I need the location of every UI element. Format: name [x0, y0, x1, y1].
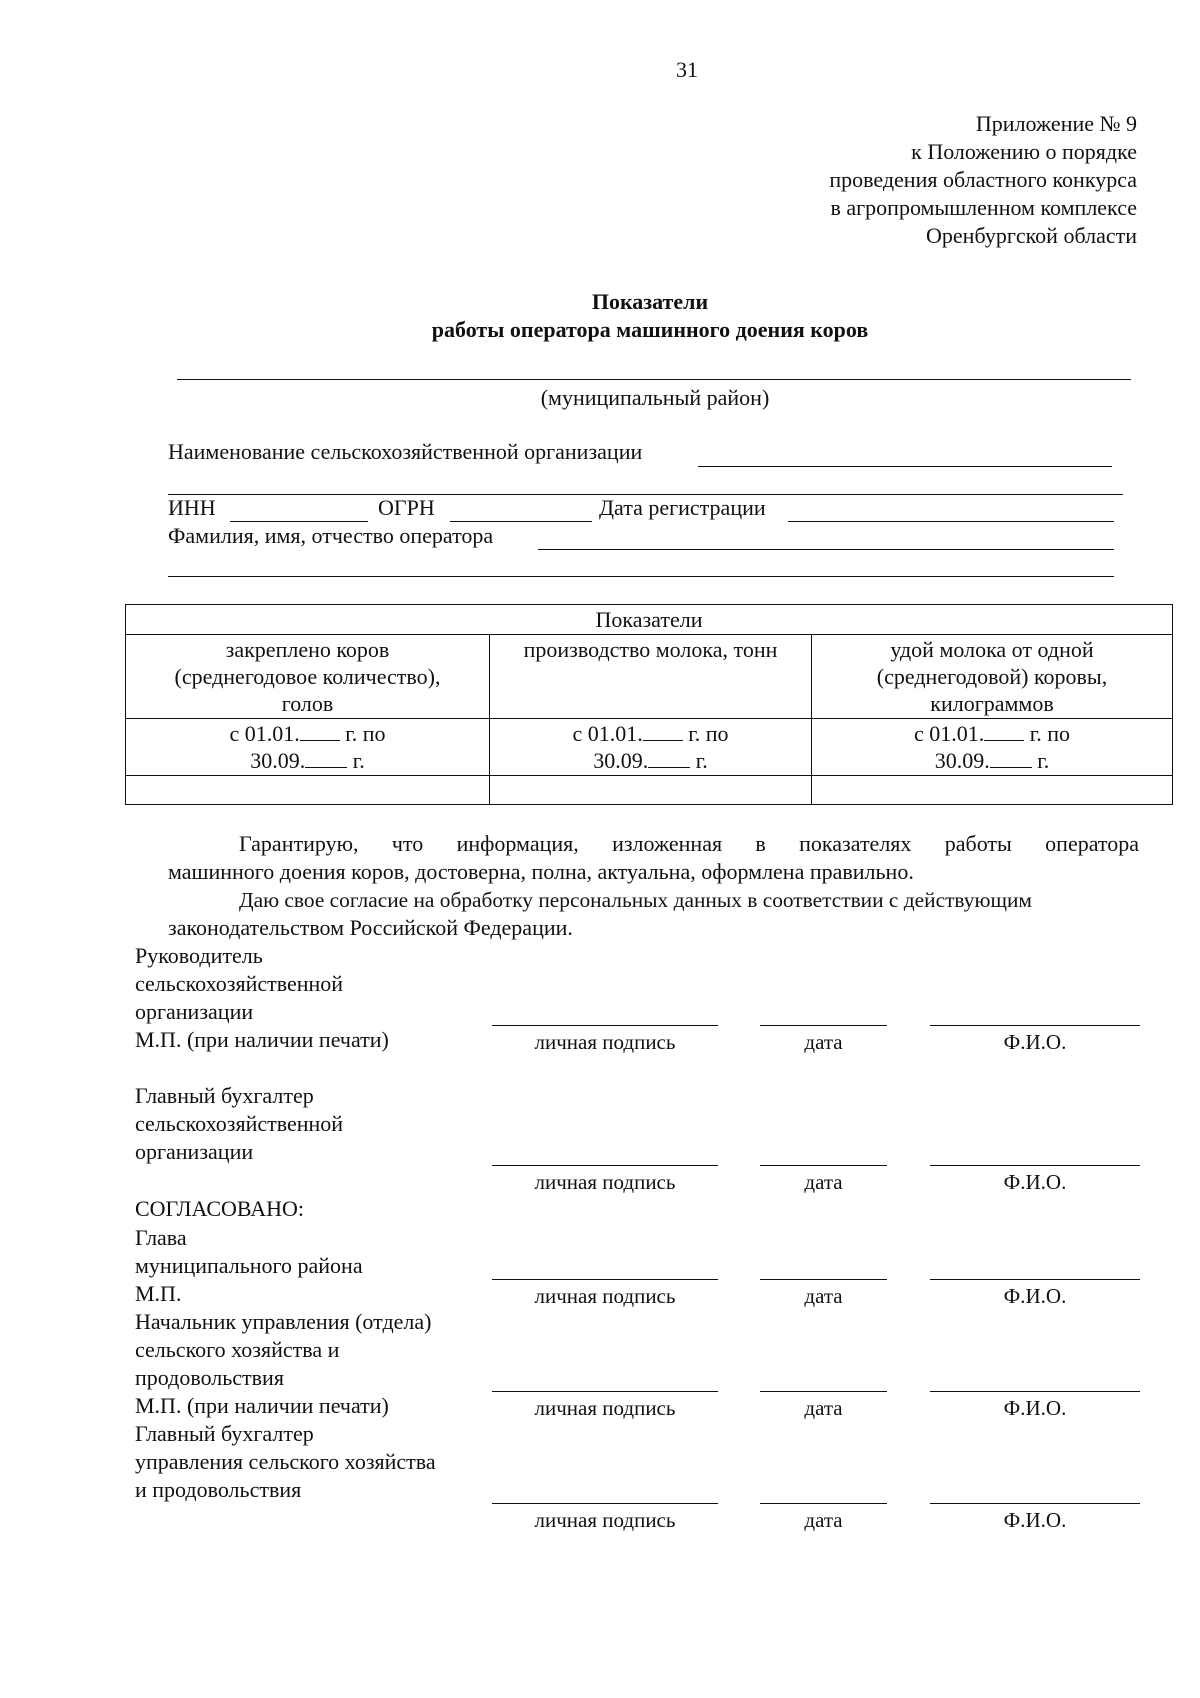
appendix-line: к Положению о порядке	[911, 139, 1137, 164]
name-line[interactable]	[930, 1279, 1140, 1280]
signature-line[interactable]	[492, 1279, 718, 1280]
dept-accountant-title: управления сельского хозяйства	[135, 1449, 436, 1474]
dept-head-title: Начальник управления (отдела)	[135, 1309, 432, 1334]
column-header-yield	[812, 635, 1173, 719]
inn-label: ИНН	[168, 495, 216, 520]
name-line[interactable]	[930, 1025, 1140, 1026]
signature-line[interactable]	[492, 1391, 718, 1392]
year-blank[interactable]	[984, 720, 1024, 741]
head-title: сельскохозяйственной	[135, 971, 344, 996]
date-line[interactable]	[760, 1503, 887, 1504]
district-caption: (муниципальный район)	[540, 385, 770, 410]
name-caption: Ф.И.О.	[1003, 1170, 1067, 1194]
appendix-line: проведения областного конкурса	[829, 167, 1137, 192]
declaration-p2-line2: законодательством Российской Федерации.	[168, 915, 573, 940]
value-cell-milk[interactable]	[490, 776, 812, 805]
period-cell	[126, 719, 490, 776]
period-to	[494, 747, 807, 774]
period-to-suffix: г.	[695, 748, 708, 773]
table-value-row	[126, 776, 1173, 805]
head-stamp: М.П. (при наличии печати)	[135, 1027, 389, 1052]
period-to	[816, 747, 1168, 774]
org-name-label: Наименование сельскохозяйственной организации	[168, 439, 643, 464]
column-header-line: килограммов	[930, 691, 1054, 716]
column-header-line: закреплено коров	[225, 637, 390, 662]
document-title: Показатели	[591, 289, 709, 314]
period-cell	[490, 719, 812, 776]
column-header-cows	[126, 635, 490, 719]
dept-head-title: продовольствия	[135, 1365, 284, 1390]
value-cell-cows[interactable]	[126, 776, 490, 805]
signature-caption: личная подпись	[534, 1030, 676, 1054]
signature-caption: личная подпись	[534, 1284, 676, 1308]
date-line[interactable]	[760, 1025, 887, 1026]
appendix-block	[829, 110, 1137, 250]
date-line[interactable]	[760, 1391, 887, 1392]
table-period-row	[126, 719, 1173, 776]
name-caption: Ф.И.О.	[1003, 1396, 1067, 1420]
date-line[interactable]	[760, 1279, 887, 1280]
appendix-line: Оренбургской области	[926, 223, 1137, 248]
column-header-line: голов	[281, 691, 334, 716]
signature-caption: личная подпись	[534, 1170, 676, 1194]
org-name-field[interactable]	[698, 466, 1112, 467]
reg-date-field[interactable]	[788, 521, 1114, 522]
page-number: 31	[676, 57, 698, 82]
period-to	[130, 747, 485, 774]
dept-accountant-title: Главный бухгалтер	[135, 1421, 314, 1446]
accountant-title: Главный бухгалтер	[135, 1083, 314, 1108]
period-from-prefix: с 01.01.	[572, 721, 643, 746]
ogrn-label: ОГРН	[378, 495, 435, 520]
date-caption: дата	[804, 1030, 843, 1054]
declaration-p1-line1: Гарантирую, что информация, изложенная в показателях работы оператора	[239, 831, 1139, 856]
dept-head-stamp: М.П. (при наличии печати)	[135, 1393, 389, 1418]
year-blank[interactable]	[300, 720, 340, 741]
document-subtitle: работы оператора машинного доения коров	[431, 317, 869, 342]
declaration-p1-line2: машинного доения коров, достоверна, полна, актуальна, оформлена правильно.	[168, 859, 914, 884]
agreed-heading: СОГЛАСОВАНО:	[135, 1196, 304, 1221]
period-to-prefix: 30.09.	[593, 748, 649, 773]
signature-line[interactable]	[492, 1025, 718, 1026]
declaration-p2-line1: Даю свое согласие на обработку персональных данных в соответствии с действующим	[239, 888, 1032, 912]
signature-caption: личная подпись	[534, 1396, 676, 1420]
dept-head-title: сельского хозяйства и	[135, 1337, 340, 1362]
signature-caption: личная подпись	[534, 1508, 676, 1532]
period-from-prefix: с 01.01.	[229, 721, 300, 746]
date-caption: дата	[804, 1284, 843, 1308]
period-to-prefix: 30.09.	[250, 748, 306, 773]
accountant-title: организации	[135, 1139, 254, 1164]
period-from-suffix: г. по	[688, 721, 729, 746]
date-line[interactable]	[760, 1165, 887, 1166]
name-caption: Ф.И.О.	[1003, 1508, 1067, 1532]
table-header: Показатели	[126, 605, 1173, 635]
district-line	[177, 379, 1131, 380]
district-head-title: муниципального района	[135, 1253, 363, 1278]
year-blank[interactable]	[643, 720, 683, 741]
name-line[interactable]	[930, 1391, 1140, 1392]
column-header-line: производство молока, тонн	[523, 637, 778, 662]
period-from-suffix: г. по	[1029, 721, 1071, 746]
signature-line[interactable]	[492, 1165, 718, 1166]
accountant-title: сельскохозяйственной	[135, 1111, 344, 1136]
district-head-stamp: М.П.	[135, 1281, 182, 1306]
column-header-line: (среднегодовое количество),	[174, 664, 441, 689]
head-title: Руководитель	[135, 943, 263, 968]
operator-name-field[interactable]	[538, 549, 1114, 550]
indicators-table	[125, 604, 1173, 805]
period-from-prefix: с 01.01.	[913, 721, 985, 746]
date-caption: дата	[804, 1508, 843, 1532]
dept-accountant-title: и продовольствия	[135, 1477, 302, 1502]
period-cell	[812, 719, 1173, 776]
name-caption: Ф.И.О.	[1003, 1284, 1067, 1308]
appendix-line: в агропромышленном комплексе	[830, 195, 1137, 220]
period-from-suffix: г. по	[345, 721, 386, 746]
period-to-suffix: г.	[352, 748, 365, 773]
value-cell-yield[interactable]	[812, 776, 1173, 805]
table-column-headers	[126, 635, 1173, 719]
column-header-milk	[490, 635, 812, 719]
period-from	[494, 720, 807, 747]
name-line[interactable]	[930, 1503, 1140, 1504]
period-to-prefix: 30.09.	[934, 748, 990, 773]
date-caption: дата	[804, 1396, 843, 1420]
operator-name-field-2[interactable]	[168, 576, 1114, 577]
period-from	[130, 720, 485, 747]
year-blank[interactable]	[990, 747, 1032, 768]
year-blank[interactable]	[648, 747, 690, 768]
district-head-title: Глава	[135, 1225, 187, 1250]
name-line[interactable]	[930, 1165, 1140, 1166]
period-to-suffix: г.	[1037, 748, 1050, 773]
column-header-line: (среднегодовой) коровы,	[876, 664, 1108, 689]
column-header-line: удой молока от одной	[890, 637, 1094, 662]
table-header-row	[126, 605, 1173, 635]
signature-line[interactable]	[492, 1503, 718, 1504]
reg-date-label: Дата регистрации	[599, 495, 766, 520]
head-title: организации	[135, 999, 254, 1024]
period-from	[816, 720, 1168, 747]
year-blank[interactable]	[305, 747, 347, 768]
appendix-number: Приложение № 9	[975, 111, 1137, 136]
date-caption: дата	[804, 1170, 843, 1194]
name-caption: Ф.И.О.	[1003, 1030, 1067, 1054]
operator-name-label: Фамилия, имя, отчество оператора	[168, 523, 494, 548]
